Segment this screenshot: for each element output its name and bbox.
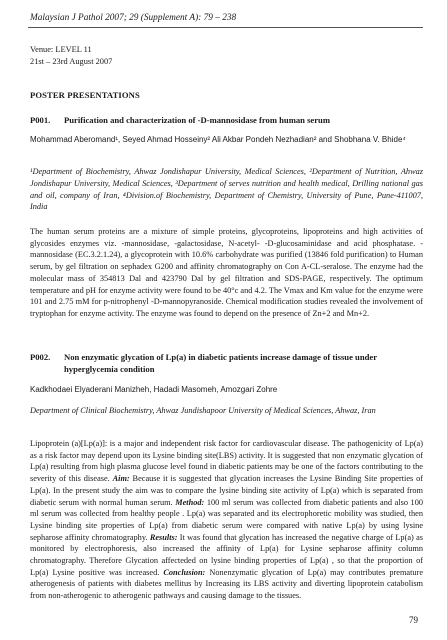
page-number: 79 [409, 615, 418, 625]
abstract-aim: Because it is suggested that glycation increases the Lysine Binding Site properties of Lp(a). In the present study the aim was to compare the lysine binding site activity of Lp(a) which is separated from diabetic serum with normal human serum. [30, 474, 424, 507]
paper-title: Purification and characterization of -D-mannosidase from human serum [64, 115, 330, 125]
venue-block [30, 44, 423, 68]
abstract-intro: Lipoprotein (a)[Lp(a)]: is a major and independent risk factor for cardiovascular disease. The pathogenicity of Lp(a) as a risk factor may depend upon its Lysine binding site(LBS) activity. It is suggested that non enzymatic glycation of Lp(a) resulting from high plasma glucose level found in diabetic patients may be one of the factors contributing to the severity of this disease. [30, 439, 423, 484]
paper-p001-authors: Mohammad Aberomand¹, Seyed Ahmad Hosseiny² Ali Akbar Pondeh Nezhadian² and Shobhana V. Bhide⁴ [30, 135, 406, 144]
conclusion-label: Conclusion: [163, 567, 206, 577]
paper-number: P001. [30, 115, 51, 125]
running-header: Malaysian J Pathol 2007; 29 (Supplement A): 79 – 238 [30, 13, 237, 23]
paper-p002-abstract [30, 438, 423, 602]
paper-title: Non enzymatic glycation of Lp(a) in diabetic patients increase damage of tissue under hyperglycemia condition [64, 352, 377, 374]
abstract-conclusion: Nonenzymatic glycation of Lp(a) may contributes premature atherogenesis of patients with diabetes mellitus by Increasing its LBS activity and diverting lipoprotein catabolism from non-atherogenic to atherogenic pathways and causing damage to the tissues. [30, 567, 424, 601]
paper-p002-affiliation: Department of Clinical Biochemistry, Ahwaz Jundishapoor University of Medical Sciences, Ahwaz, Iran [30, 406, 376, 415]
abstract-method: 100 ml serum was collected from diabetic patients and also 100 ml serum was collected from healthy people . Lp(a) was separated and its electrophoretic mobility was studied, then Lysine binding site properties of Lp(a) from diabetic serum were compared with native Lp(a) by using lysine sepharose affinity chromatography. [30, 497, 423, 542]
method-label: Method: [175, 497, 205, 507]
paper-p002-authors: Kadkhodaei Elyaderani Manizheh, Hadadi Masomeh, Amozgari Zohre [30, 385, 278, 394]
venue-line: Venue: LEVEL 11 [30, 45, 92, 54]
header-rule [28, 27, 423, 28]
aim-label: Aim: [112, 474, 130, 484]
section-heading: POSTER PRESENTATIONS [30, 90, 140, 100]
paper-number: P002. [30, 352, 51, 362]
paper-p001-title [30, 115, 423, 127]
date-line: 21st – 23rd August 2007 [30, 56, 113, 66]
abstract-results: It was found that glycation has increased the negative charge of Lp(a) as monitored by electrophoresis, also increased the affinity of Lp(a) for Lysine sepharose affinity column chromatography. Therefore Glycation affecteded on lysine binding properties of Lp(a) , so that the proportion of Lp(a) Lysine positive was increased. [30, 532, 423, 577]
paper-p001-abstract: The human serum proteins are a mixture of simple proteins, glycoproteins, lipoproteins and high activities of glycosides enzymes viz. -mannosidase, -galactosidase, N-acetyl- -D-glucosaminidase and acid phosphatase. -mannosidase (EC.3.2.1.24), a glycoprotein with 10.6% carbohydrate was purified (13846 fold purification) to Human serum, by gel filtration on sephadex G200 and affinity chromatography on Con A-CL-seralose. The enzyme had the molecular mass of 354813 Dal and 423790 Dal by gel filtration and SDS-PAGE, respectively. The optimum temperature and pH for enzyme activity were found to be 40°c and 4.2. The Vmax and Km value for the enzyme were 101 and 2.75 mM for p-nitrophenyl -D-mannopyranoside. Chemical modification studies revealed the involvement of tryptophan for enzyme activity. The enzyme was found to depend on the presence of Zn+2 and Mn+2. [30, 227, 423, 318]
paper-p002-title [30, 352, 423, 376]
paper-p001-affiliation: ¹Department of Biochemistry, Ahwaz Jondishapur University, Medical Sciences, ²Department of Nutrition, Ahwaz Jondishapur University, Medical Sciences, ³Department of serves nutrition and health medical, Drilling national gas and oil, company of Iran, ⁴Division.of Biochemistry, Department of Chemistry, University of Pune, Pune-411007, India [30, 167, 423, 212]
results-label: Results: [149, 532, 178, 542]
